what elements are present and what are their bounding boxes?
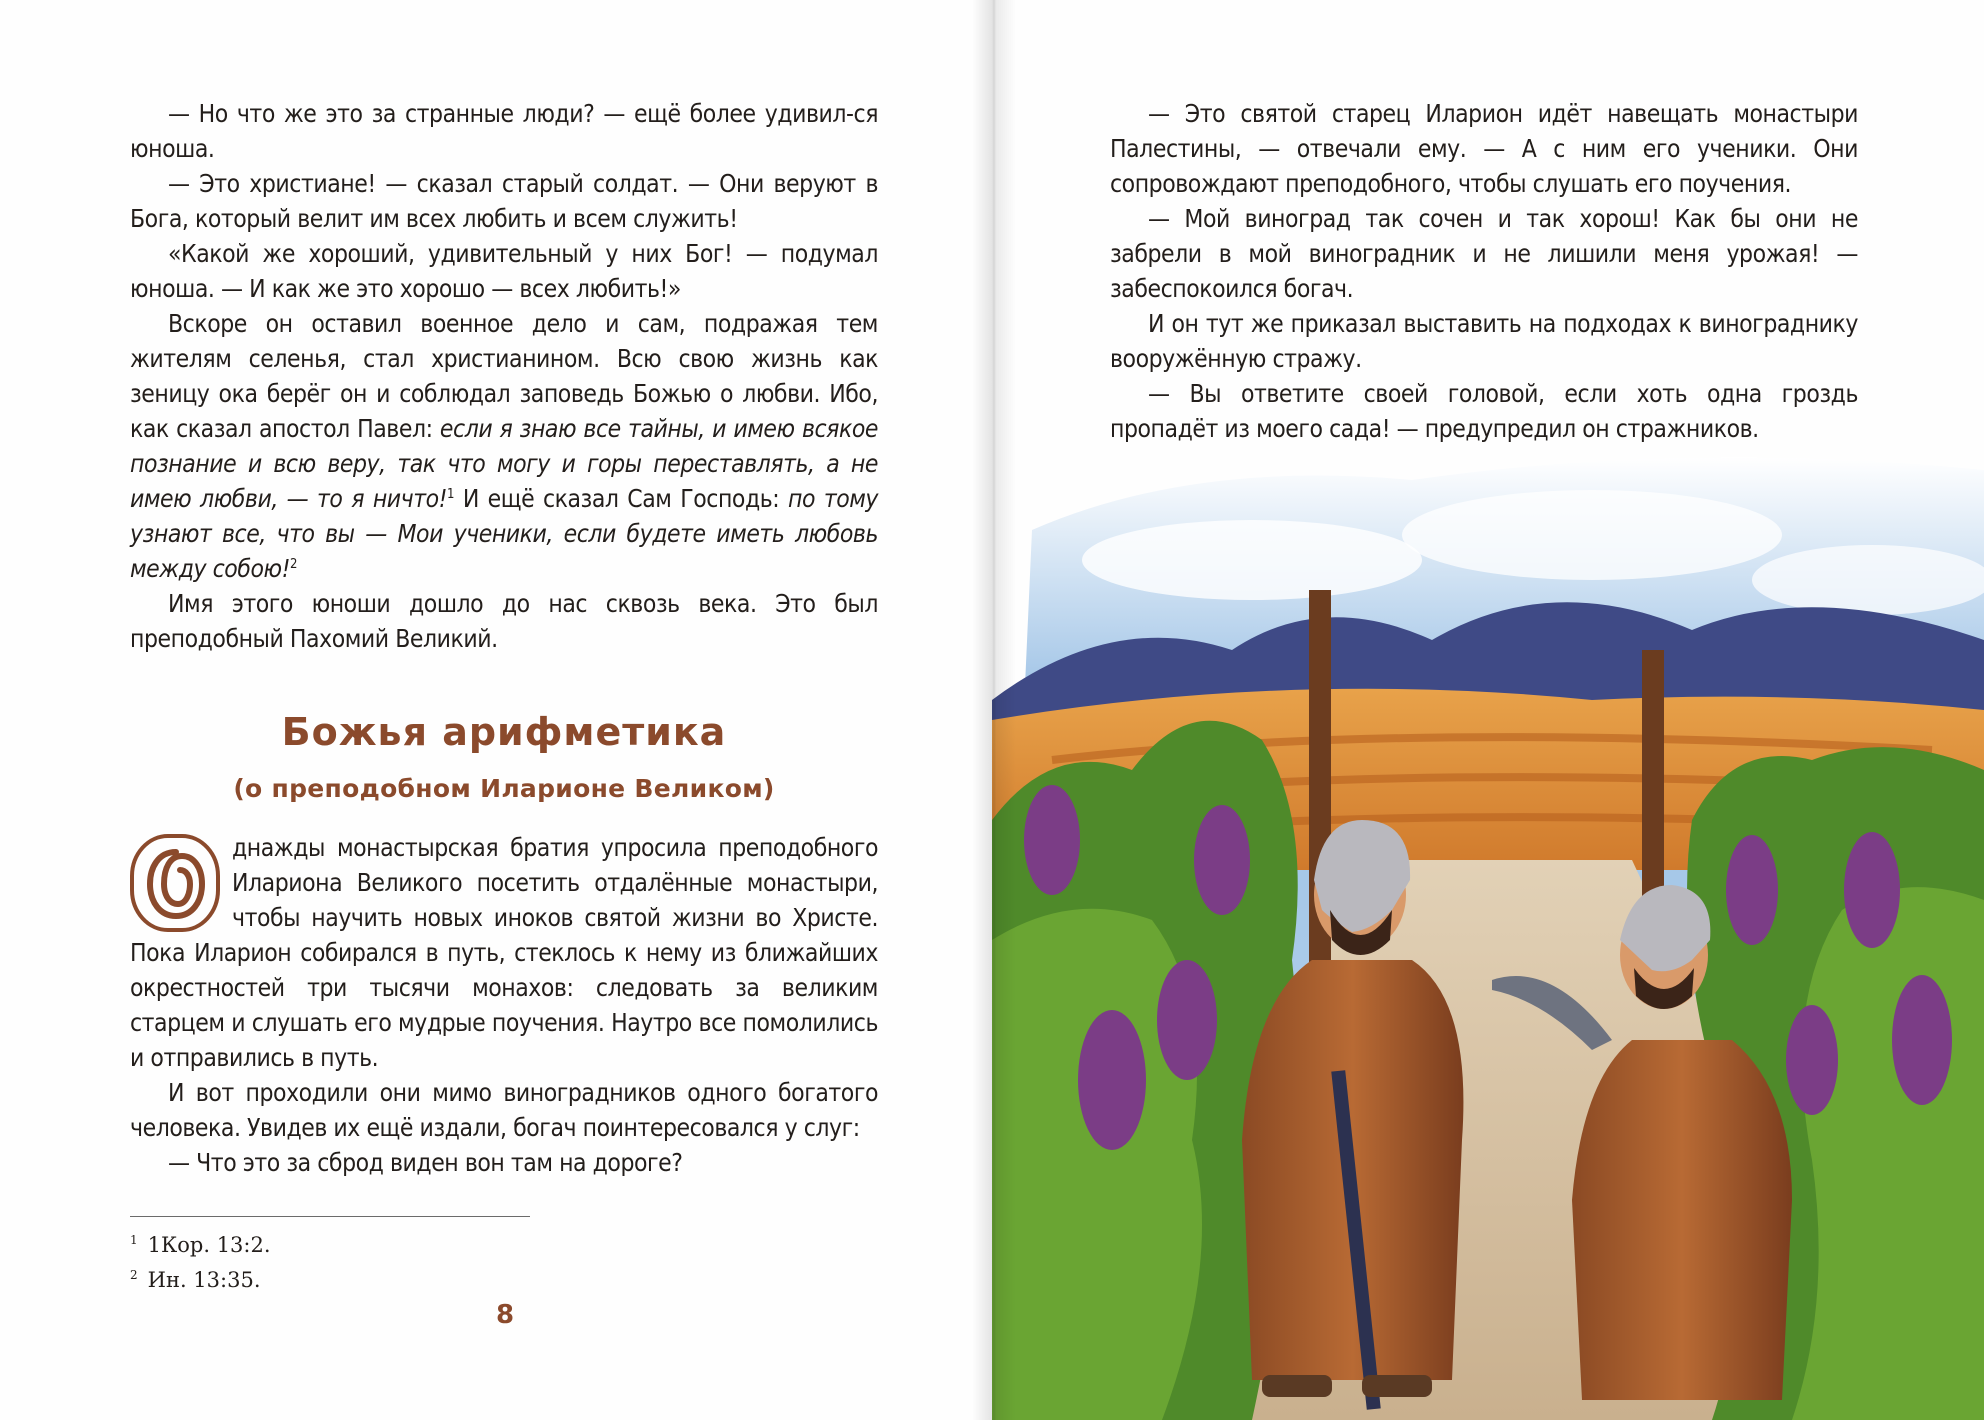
footnote-1 xyxy=(130,1225,530,1260)
story-paragraph-3: — Что это за сброд виден вон там на дороге? xyxy=(168,1148,683,1177)
story-paragraph-1: днажды монастырская братия упросила преподобного Илариона Великого посетить отдалённые монастыри, чтобы научить новых иноков святой жизни во Христе. Пока Иларион собирался в путь, стеклось к нему из ближайших окрестностей три тысячи монахов: следовать за великим старцем и слушать его мудрые поучения. Наутро все помолились и отправились в путь. xyxy=(130,833,878,1072)
footnote-2-number: 2 xyxy=(130,1268,138,1282)
footnote-2 xyxy=(130,1260,530,1295)
text-segment: Вскоре он оставил военное дело и сам, подражая тем жителям селенья, стал христианином. Всю свою жизнь как зеницу ока берёг он и соблюдал заповедь Божью о любви. Ибо, как сказал апостол Павел: xyxy=(130,309,878,443)
right-paragraph-4: — Вы ответите своей головой, если хоть одна гроздь пропадёт из моего сада! — предупредил он стражников. xyxy=(1110,379,1858,443)
dropcap-letter-o xyxy=(130,834,222,934)
text-segment: — Это христиане! — сказал старый солдат. — Они веруют в Бога, который велит им всех любить и всем служить! xyxy=(130,169,878,233)
text-segment: И ещё сказал Сам Господь: xyxy=(454,484,789,513)
left-paragraph-2 xyxy=(130,166,878,236)
right-paragraph-3: И он тут же приказал выставить на подходах к винограднику вооружённую стражу. xyxy=(1110,309,1858,373)
right-text xyxy=(1110,96,1858,446)
text-segment: — Но что же это за странные люди? — ещё более удивил-ся юноша. xyxy=(130,99,878,163)
text-segment: Имя этого юноши дошло до нас сквозь века. Это был преподобный Пахомий Великий. xyxy=(130,589,878,653)
chapter-title: Божья арифметика xyxy=(281,710,727,754)
left-paragraph-1 xyxy=(130,96,878,166)
scripture-quote: по тому узнают все, что вы — Мои ученики, если будете иметь любовь между собою! xyxy=(130,484,879,583)
story-text xyxy=(130,830,878,1180)
book-gutter xyxy=(972,0,1016,1420)
chapter-subtitle: (о преподобном Иларионе Великом) xyxy=(233,774,775,803)
left-paragraph-5 xyxy=(130,586,878,656)
text-segment: «Какой же хороший, удивительный у них Бог! — подумал юноша. — И как же это хорошо — всех любить!» xyxy=(130,239,878,303)
scripture-quote: если я знаю все тайны, и имею всякое познание и всю веру, так что могу и горы переставлять, а не имею любви, — то я ничто! xyxy=(130,414,878,513)
page-number: 8 xyxy=(495,1300,515,1330)
right-paragraph-2: — Мой виноград так сочен и так хорош! Как бы они не забрели в мой виноградник и не лишили меня урожая! — забеспокоился богач. xyxy=(1110,204,1858,303)
footnote-ref: 1 xyxy=(447,486,455,502)
left-paragraph-4 xyxy=(130,306,878,586)
left-top-text xyxy=(130,96,878,656)
right-paragraph-1: — Это святой старец Иларион идёт навещать монастыри Палестины, — отвечали ему. — А с ним его ученики. Они сопровождают преподобного, чтобы слушать его поучения. xyxy=(1110,99,1858,198)
footnote-1-number: 1 xyxy=(130,1233,138,1247)
right-page xyxy=(992,0,1984,1420)
footnote-ref: 2 xyxy=(290,556,297,572)
footnote-2-text: Ин. 13:35. xyxy=(147,1268,261,1292)
footnotes xyxy=(130,1216,530,1295)
vineyard-illustration xyxy=(992,440,1984,1420)
left-paragraph-3 xyxy=(130,236,878,306)
story-paragraph-2: И вот проходили они мимо виноградников одного богатого человека. Увидев их ещё издали, богач поинтересовался у слуг: xyxy=(130,1078,878,1142)
footnote-1-text: 1Кор. 13:2. xyxy=(147,1233,271,1257)
